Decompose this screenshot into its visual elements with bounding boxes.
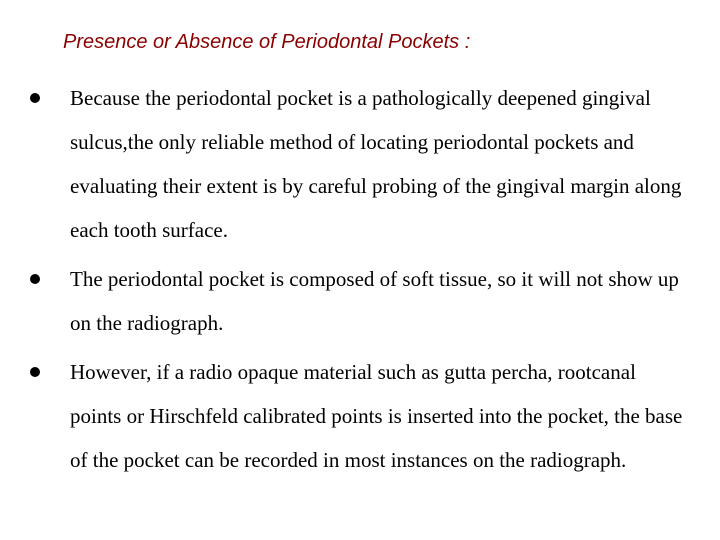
bullet-text: The periodontal pocket is composed of soft tissue, so it will not show up on the radiograph. — [70, 267, 679, 335]
bullet-list — [0, 76, 720, 487]
bullet-item — [0, 350, 720, 482]
bullet-item — [0, 257, 720, 345]
bullet-dot-icon — [30, 367, 40, 377]
bullet-item — [0, 76, 720, 252]
bullet-dot-icon — [30, 274, 40, 284]
bullet-dot-icon — [30, 93, 40, 103]
bullet-text: However, if a radio opaque material such as gutta percha, rootcanal points or Hirschfeld calibrated points is inserted into the pocket, the base of the pocket can be recorded in most instances on the radiograph. — [70, 360, 683, 472]
bullet-text: Because the periodontal pocket is a pathologically deepened gingival sulcus,the only reliable method of locating periodontal pockets and evaluating their extent is by careful probing of the gingival margin along each tooth surface. — [70, 86, 682, 242]
slide-title: Presence or Absence of Periodontal Pockets : — [63, 31, 471, 53]
